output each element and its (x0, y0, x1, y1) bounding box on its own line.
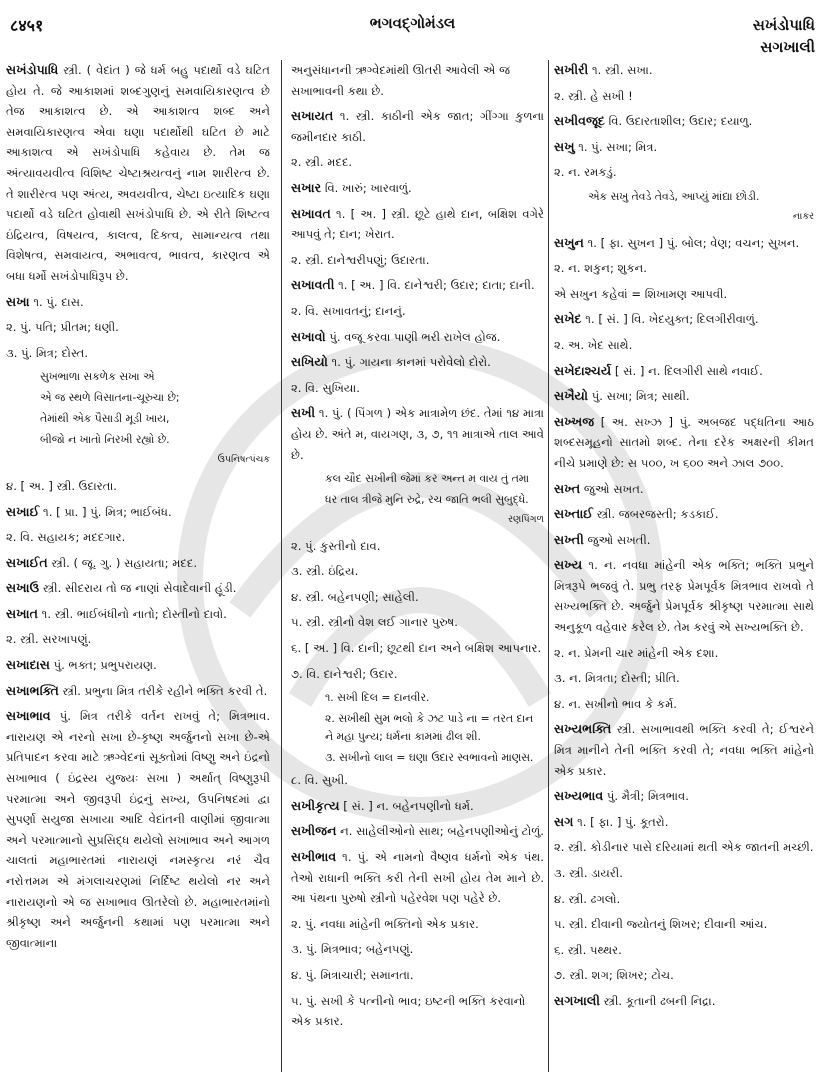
entry-sense (291, 536, 544, 557)
entry-sense (291, 770, 544, 791)
entry-sense (291, 612, 544, 633)
definition-text: પું. સખા; મિત્ર; સાથી. (588, 389, 690, 404)
definition-text: સ્ત્રી. કૂતાની ઢબની નિદ્રા. (599, 993, 716, 1008)
definition-text: [ સં. ] ન. બહેનપણીનો ધર્મ. (339, 798, 474, 813)
entry-sense (554, 668, 814, 689)
definition-text: ૨. સ્ત્રી. કોડીનાર પાસે દરિયામાં થતી એક જાતની મચ્છી. (554, 840, 814, 855)
dictionary-entry (291, 352, 544, 373)
column-divider (548, 60, 549, 1072)
entry-sense (291, 561, 544, 582)
definition-text: ન. સાહેલીઓનો સાથ; બહેનપણીઓનું ટોળું. (336, 824, 544, 839)
definition-text: ૧. પું. ( પિંગળ ) એક માત્રામેળ છંદ. તેમાં ૧૪ માત્રા હોય છે. અંતે મ, વાયગણ, ૩, ૭, ૧૧ માત્રાએ તાલ આવે છે. (291, 406, 544, 462)
definition-text: ૨. ન. રમકડું. (554, 165, 617, 180)
headword: સખીકૃત્ય (291, 797, 340, 813)
entry-sense (554, 643, 814, 664)
quote-source: રણપિંગળ (508, 514, 544, 526)
definition-text: ૨. પું. પતિ; પ્રીતમ; ધણી. (6, 320, 119, 335)
definition-text: [ અ. સખ્ઝ ] પું. અબજદ પદ્ધતિના આઠ શબ્દસમૂહનો સાતમો શબ્દ. તેના દરેક અક્ષરની કીમત નીચે પ્રમાણે છે: સ ૫૦૦, ખ ૬૦૦ અને ઝાલ ૭૦૦. (554, 414, 814, 470)
definition-text: સ્ત્રી. સીદરાય તો જ નાણાં સેવાદેવાની હૂંડી. (39, 581, 237, 596)
dictionary-entry (6, 502, 270, 523)
definition-text: ૨. વિ. સુખિયા. (291, 380, 360, 395)
dictionary-entry (554, 555, 814, 637)
definition-text: ૮. વિ. સુખી. (291, 773, 348, 788)
entry-sense (554, 837, 814, 858)
headword: સખેદાશ્ચર્ય (554, 362, 612, 378)
headword: સખાઉ (6, 580, 40, 596)
headword: સખા (6, 293, 30, 309)
headword: સખાવત (291, 205, 331, 221)
headword: સખાત (6, 605, 38, 621)
entry-sense (554, 965, 814, 986)
entry-sense (554, 889, 814, 910)
definition-text: ૪. પું. મિત્રાચારી; સમાનતા. (291, 968, 414, 982)
dictionary-entry (291, 821, 544, 842)
dictionary-entry (554, 991, 814, 1012)
definition-text: ૫. પું. સખી કે પત્નીનો ભાવ; ઇષ્ટની ભક્તિ કરવાનો એક પ્રકાર. (291, 993, 526, 1029)
headword: સખાયત (291, 108, 334, 124)
headword: સગખાલી (554, 992, 600, 1008)
entry-sense (554, 86, 814, 107)
entry-sense (291, 301, 544, 322)
headword: સખાઈ (6, 503, 40, 519)
column-middle (291, 60, 544, 1037)
headword: સખીજન (291, 823, 337, 839)
entry-sense (554, 863, 814, 884)
definition-text: સ્ત્રી. ( વેદાંત ) જે ધર્મ બહુ પદાર્થો વડે ઘટિત હોય તે. જે આકાશમાં શબ્દગુણનું સમવાયિકારણત્વ છે તેજ આકાશત્વ છે. એ આકાશત્વ શબ્દ અને સમવાયિકારણત્વ એવા ઘણા પદાર્થોથી ઘટિત છે માટે આકાશત્વ એ સખંડોપાધિ કહેવાય છે. તેમ જ અંત્યાવયવીત્વ વિશિષ્ટ ચેષ્ટાશ્રયત્વનું નામ શારીરત્વ છે. તે શારીરત્વ પણ અંત્ય, અવયવીત્વ, ચેષ્ટા ઇત્યાદિક ઘણા પદાર્થો વડે ઘટિત હોવાથી સખંડોપાધિ છે. એ રીતે શિષ્ટત્વ ઇંદ્રિયત્વ, વિષયત્વ, કાલત્વ, દિક્ત્વ, સામાન્યત્વ તથા વિશેષત્વ, સમવાયત્વ, અભાવત્વ, ભાવત્વ, કારણત્વ એ બધા ધર્મો સખંડોપાધિરૂપ છે. (6, 63, 270, 283)
definition-text: ૧. પું. દાસ. (29, 294, 84, 309)
entry-sense (291, 939, 544, 960)
dictionary-entry (554, 530, 814, 551)
definition-text: ૧. [ સં. ] વિ. ખેદયુક્ત; દિલગીરીવાળું. (581, 312, 759, 327)
definition-text: ૪. [ અ. ] સ્ત્રી. ઉદારતા. (6, 478, 117, 493)
definition-text: ૩. પું. મિત્રભાવ; બહેનપણું. (291, 942, 414, 957)
headword: સખી (291, 405, 316, 421)
headword: સખાવતી (291, 277, 335, 293)
entry-sense (6, 476, 270, 497)
definition-text: ૩. ન. મિત્રતા; દોસ્તી; પ્રીતિ. (554, 671, 680, 686)
headword: સખ્યભાવ (554, 788, 604, 804)
definition-text: સ્ત્રી. સખાભાવથી ભક્તિ કરવી તે; ઈશ્વરને મિત્ર માનીને તેની ભક્તિ કરવી તે; નવધા ભક્તિ માંહેનો એક પ્રકાર. (554, 722, 814, 778)
dictionary-entry (291, 796, 544, 817)
dictionary-entry (554, 719, 814, 781)
dictionary-entry (6, 292, 270, 313)
dictionary-entry (291, 403, 544, 465)
definition-text: ૨. સ્ત્રી. સરખાપણું. (6, 632, 92, 647)
definition-text: ૩. પું. મિત્ર; દોસ્ત. (6, 345, 89, 360)
quote-line: ૧. સખી દિલ = દાનવીર. (325, 691, 430, 705)
definition-text: ૬. [ અ. ] વિ. દાની; છૂટથી દાન અને બક્ષિશ આપનાર. (291, 641, 542, 656)
entry-sense (6, 629, 270, 650)
quote-line: એક સખુ તેવડે તેવડે, આપ્યું માંદ્યા છોડી. (588, 189, 760, 203)
dictionary-entry (6, 706, 270, 953)
definition-text: ૨. વિ. સખાવતનું; દાનનું. (291, 303, 406, 318)
running-head (753, 14, 815, 58)
headword: સખૈયો (554, 388, 589, 404)
dictionary-entry (6, 60, 270, 287)
definition-text: વિ. ઉદારતાશીલ; ઉદાર; દયાળુ. (604, 114, 753, 129)
quote-line: તેમાંથી એક પૈસાડી મૂડી ખાય, (40, 412, 170, 426)
headword: સખાર (291, 179, 322, 195)
page-title: ભગવદ્ગોમંડલ (369, 14, 456, 32)
dictionary-entry (291, 106, 544, 147)
entry-sense (6, 317, 270, 338)
quote-source: ઉપનિષત્પંચક (217, 454, 270, 466)
definition-text: ૧. પું. એ નામનો વૈષ્ણવ ધર્મનો એક પંથ. તેઓ રાધાની ભક્તિ કરી તેની સખી હોય તેમ માને છે. આ પંથના પુરુષો સ્ત્રીનો પહેરવેશ પણ પહેરે છે. (291, 850, 544, 906)
headword: સગ (554, 813, 574, 829)
entry-sense (291, 914, 544, 935)
dictionary-entry (554, 309, 814, 330)
definition-text: સ્ત્રી. જબરજસ્તી; કડકાઈ. (593, 507, 719, 522)
definition-text: પું. ભક્ત; પ્રભુપરાયણ. (49, 658, 157, 673)
definition-text: ૬. સ્ત્રી. પથ્થર. (554, 942, 622, 957)
entry-sense (291, 60, 544, 101)
dictionary-entry (554, 137, 814, 158)
dictionary-entry (291, 204, 544, 245)
headword: સખાઈત (6, 554, 48, 570)
headword: સખાભક્તિ (6, 682, 59, 698)
dictionary-entry (6, 553, 270, 574)
quote-line: એ જ સ્થળે વિસાતના-ચૂરુચા છે; (40, 391, 180, 405)
definition-text: ૭. વિ. દાનેશ્વરી; ઉદાર. (291, 666, 398, 681)
headword: સખ્ત (554, 480, 581, 496)
headword: સખેદ (554, 311, 582, 327)
entry-sense (6, 343, 270, 364)
quote-line: ૩. સખીનો લાલ = ઘણા ઉદાર સ્વભાવનો માણસ. (325, 751, 534, 765)
headword: સખુ (554, 138, 575, 154)
definition-text: [ સં. ] ન. દિલગીરી સાથે નવાઈ. (611, 363, 763, 378)
definition-text: ૫. સ્ત્રી. દીવાની જ્યોતનું શિખર; દીવાની આંચ. (554, 917, 768, 932)
dictionary-entry (291, 847, 544, 909)
quote-line: બીજો ન ખાતો નિરખી રહ્યો છે. (40, 433, 170, 447)
definition-text: ૧. [ અ. ] વિ. દાનેશ્વરી; ઉદાર; દાતા; દાની. (334, 278, 535, 293)
headword: સખ્યભક્તિ (554, 721, 612, 737)
definition-text: ૨. પું. નવધા માંહેની ભક્તિનો એક પ્રકાર. (291, 916, 479, 931)
definition-text: પું. મૈત્રી; મિત્રભાવ. (603, 789, 689, 804)
column-left (6, 60, 270, 958)
definition-text: ૭. સ્ત્રી. શગ; શિખર; ટોચ. (554, 968, 674, 983)
dictionary-entry (6, 655, 270, 676)
definition-text: ૨. સ્ત્રી. મદદ. (291, 155, 353, 170)
headword: સખાદાસ (6, 657, 50, 673)
dictionary-entry (554, 361, 814, 382)
entry-sense (291, 152, 544, 173)
definition-text: ૫. સ્ત્રી. સ્ત્રીનો વેશ લઈ ગાનાર પુરુષ. (291, 615, 458, 630)
entry-sense (291, 378, 544, 399)
headword: સખિયો (291, 354, 328, 370)
dictionary-entry (554, 111, 814, 132)
definition-text: ૨. ન. શકુન; શુકન. (554, 261, 647, 276)
definition-text: ૪. સ્ત્રી. ઢગલો. (554, 891, 621, 906)
quote-line: કલ ચૌદ સખીની જેમાં કર અન્ત મ વાય તું તમા (325, 472, 530, 486)
dictionary-entry (554, 786, 814, 807)
entry-sense (554, 940, 814, 961)
definition-text: સ્ત્રી. પ્રભુના મિત્ર તરીકે રહીને ભક્તિ કરવી તે. (58, 683, 268, 698)
definition-text: ૧. [ પ્રા. ] પું. મિત્ર; ભાઈબંધ. (39, 504, 172, 519)
definition-text: વિ. ખારું; ખારવાળું. (321, 180, 412, 195)
definition-text: ૧. પું. સખા; મિત્ર. (574, 139, 658, 154)
dictionary-entry (6, 578, 270, 599)
definition-text: સ્ત્રી. ( જૂ. ગુ. ) સહાયતા; મદદ. (47, 555, 198, 570)
dictionary-entry (291, 275, 544, 296)
entry-sense (6, 527, 270, 548)
entry-sense (554, 162, 814, 183)
dictionary-entry (6, 604, 270, 625)
definition-text: ૩. સ્ત્રી. ડાયરી. (554, 866, 623, 880)
dictionary-entry (554, 233, 814, 254)
dictionary-entry (554, 386, 814, 407)
dictionary-entry (554, 412, 814, 474)
headword: સખીભાવ (291, 849, 337, 865)
headword: સખ્તી (554, 531, 584, 547)
entry-sense (554, 335, 814, 356)
dictionary-entry (554, 504, 814, 525)
definition-text: ૨. સ્ત્રી. હે સખી ! (554, 88, 633, 103)
definition-text: એ સખુન કહેવાં = શિખામણ આપવી. (554, 286, 728, 301)
column-right (554, 60, 814, 1017)
entry-sense (291, 664, 544, 685)
definition-text: પું. વજૂ કરવા પાણી ભરી રાખેલ હોજ. (325, 329, 501, 344)
dictionary-entry (291, 327, 544, 348)
definition-text: ૧. [ ફા. સુખન ] પું. બોલ; વેણ; વચન; સુખન. (583, 235, 800, 250)
definition-text: ૧. પું. ગાયના કાનમાં પરોવેલો દોરો. (327, 355, 491, 370)
dictionary-entry (291, 178, 544, 199)
headword: સખાવો (291, 328, 326, 344)
quote-line: સુખભાળા સકળેક સખા એ (40, 370, 155, 384)
column-divider (281, 60, 282, 1072)
definition-text: ૨. વિ. સહાયક; મદદગાર. (6, 530, 126, 545)
definition-text: ૧. [ અ. ] સ્ત્રી. છૂટે હાથે દાન, બક્ષિશ વગેરે આપવું તે; દાન; ખેરાત. (291, 206, 544, 242)
entry-sense (554, 914, 814, 935)
entry-sense (554, 694, 814, 715)
headword: સખુન (554, 234, 584, 250)
headword: સખીરી (554, 62, 589, 77)
headword: સખ્તાઈ (554, 506, 594, 522)
headword: સખીવજૂદ (554, 113, 605, 129)
headword: સખંડોપાધિ (6, 62, 59, 77)
entry-sense (554, 258, 814, 279)
headword: સખ્ય (554, 557, 583, 573)
definition-text: ૨. પું. કુસ્તીનો દાવ. (291, 538, 381, 553)
definition-text: પું. મિત્ર તરીકે વર્તન રાખવું તે; મિત્રભાવ. નારાયણ એ નરનો સખા છે-કૃષ્ણ અર્જુનનો સખા છે-એ પ્રતિપાદન કરવા માટે ઋગ્વેદનાં સૂક્તોમાં વિષ્ણુ અને ઇંદ્રનો સખાભાવ ( ઇંદ્રસ્ય યુજ્યઃ સખા ) અર્થાત્ વિષ્ણુરૂપી પરમાત્મા અને જીવરૂપી ઇંદ્રનું સખ્ય, ઉપનિષદમાં દ્વા સુપર્ણા સયુજા સખાયા આદિ વેદાંતની વાણીમાં જીવાત્મા અને પરમાત્માનો સુપ્રસિદ્ધ થયેલો સખાભાવ અને આગળ ચાલતાં મહાભારતમાં નારાયણં નમસ્કૃત્ય નરં ચૈવ નરોત્તમમ એ મંગલાચરણમાં નિર્દિષ્ટ થયેલો નર અને નારાયણનો એ જ સખાભાવ ઊતરેલો છે. મહાભારતમાંનો શ્રીકૃષ્ણ અને અર્જુનની કથામાં પણ પરમાત્મા અને જીવાત્માના (6, 709, 270, 950)
definition-text: ૧. [ ફા. ] પું. કૂતરો. (573, 814, 669, 829)
definition-text: ૧. સ્ત્રી. ભાઈબંધીનો નાતો; દોસ્તીનો દાવો. (38, 606, 227, 621)
headword: સખ્ખજ (554, 413, 595, 429)
headword: સખાભાવ (6, 708, 51, 724)
entry-sense (291, 991, 544, 1032)
definition-text: ૨. અ. ખેદ સાથે. (554, 337, 633, 352)
definition-text: ૧. ન. નવધા માંહેની એક ભક્તિ; ભક્તિ પ્રભુને મિત્રરૂપે ભજવું તે. પ્રભુ તરફ પ્રેમપૂર્વક મિત્રભાવ રાખવો તે સખ્યભક્તિ છે. અર્જુને પ્રેમપૂર્વક શ્રીકૃષ્ણ પરમાત્મા સાથે અનુકૂળ વહેવાર કરેલ છે. તેમ કરવું એ સખ્યભક્તિ છે. (554, 558, 814, 635)
dictionary-entry (6, 681, 270, 702)
quote-line: ૨. સખીથી સુમ ભલો કે ઝટ પાડે ના = તરત દાન ને મહા પુન્ય; ધર્મના કામમાં ઢીલ શી. (325, 712, 534, 744)
quote-source: નાકર (792, 210, 814, 222)
quote-line: ધર તાલ ત્રીજે મુનિ રુદ્રે, રચ જાતિ ભલી સુબુદ્ધે. (325, 493, 529, 507)
definition-text: ૨. ન. પ્રેમની ચાર માંહેની એક દશા. (554, 645, 719, 660)
entry-sense (291, 250, 544, 271)
definition-text: ૩. સ્ત્રી. ઇંદ્રિય. (291, 564, 359, 579)
entry-sense (291, 587, 544, 608)
running-head-first: સખંડોપાધિ (752, 16, 815, 34)
entry-sense (554, 284, 814, 305)
definition-text: ૪. સ્ત્રી. બહેનપણી; સાહેલી. (291, 589, 419, 604)
definition-text: ૪. ન. સખીનો ભાવ કે કર્મ. (554, 696, 677, 711)
dictionary-entry (554, 479, 814, 500)
dictionary-entry (554, 812, 814, 833)
running-head-last: સગખાલી (760, 38, 815, 56)
definition-text: જુઓ સખત. (580, 481, 644, 496)
page-number: ८४५१ (10, 16, 44, 35)
definition-text: ૨. સ્ત્રી. દાનેશ્વરીપણું; ઉદારતા. (291, 252, 430, 267)
entry-sense (291, 965, 544, 986)
dictionary-entry (554, 60, 814, 81)
definition-text: ૧. સ્ત્રી. કાઠીની એક જાત; ગીંગ્ગા કુળના જમીનદાર કાઠી. (291, 109, 544, 144)
entry-sense (291, 638, 544, 659)
definition-text: જુઓ સખતી. (583, 532, 651, 547)
definition-text: ૧. સ્ત્રી. સખા. (588, 63, 653, 77)
definition-text: અનુસંધાનની ઋગ્વેદમાંથી ઊતરી આવેલી એ જ સખાભાવની કથા છે. (291, 63, 511, 98)
